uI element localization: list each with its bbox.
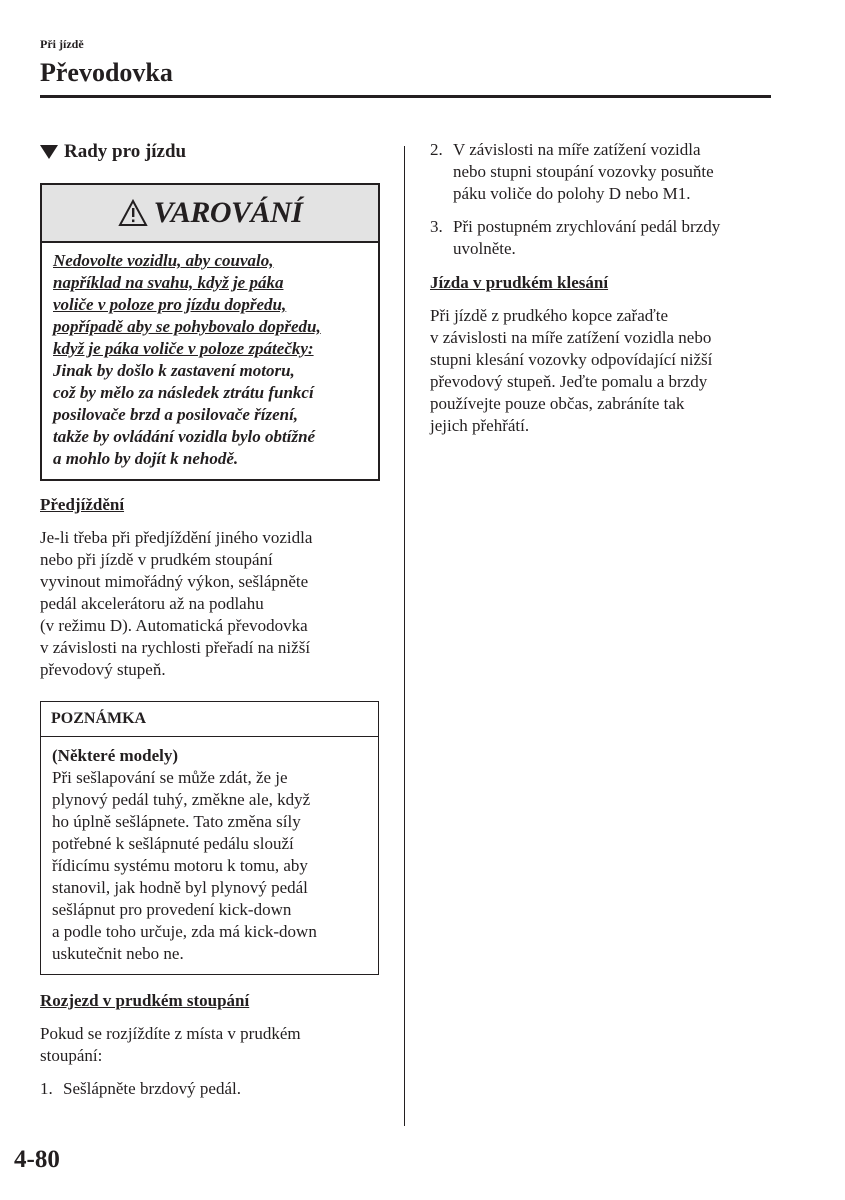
list-text [453, 216, 720, 260]
list-number: 1. [40, 1079, 53, 1098]
triangle-down-icon [40, 145, 58, 159]
text-line: plynový pedál tuhý, změkne ale, když [52, 790, 311, 809]
list-number: 2. [430, 140, 443, 159]
text-line: uvolněte. [453, 239, 516, 258]
text-line: Je-li třeba při předjíždění jiného vozidla [40, 528, 313, 547]
text-line: pedál akcelerátoru až na podlahu [40, 594, 264, 613]
text-line: Při sešlapování se může zdát, že je [52, 768, 288, 787]
note-label: POZNÁMKA [41, 702, 378, 737]
list-item [430, 139, 770, 205]
note-body [41, 737, 378, 974]
warning-line: popřípadě aby se pohybovalo dopředu, [53, 317, 321, 336]
text-line: (v režimu D). Automatická převodovka [40, 616, 308, 635]
text-line: v závislosti na míře zatížení vozidla nebo [430, 328, 712, 347]
warning-box [40, 183, 380, 481]
text-line: páku voliče do polohy D nebo M1. [453, 184, 691, 203]
text-line: převodový stupeň. Jeďte pomalu a brzdy [430, 372, 708, 391]
list-item [430, 216, 770, 260]
overtaking-heading: Předjíždění [40, 495, 125, 514]
overtaking-paragraph [40, 527, 380, 681]
column-divider [404, 146, 405, 1126]
warning-line: Jinak by došlo k zastavení motoru, [53, 361, 295, 380]
text-line: stanovil, jak hodně byl plynový pedál [52, 878, 308, 897]
page-number: 4-80 [14, 1146, 60, 1173]
text-line: a podle toho určuje, zda má kick-down [52, 922, 317, 941]
page-title: Převodovka [40, 58, 173, 87]
warning-triangle-icon [118, 199, 148, 227]
warning-line: když je páka voliče v poloze zpátečky: [53, 339, 314, 358]
text-line: ho úplně sešlápnete. Tato změna síly [52, 812, 301, 831]
warning-line: voliče v poloze pro jízdu dopředu, [53, 295, 287, 314]
text-line: uskutečnit nebo ne. [52, 944, 184, 963]
title-rule [40, 95, 771, 98]
text-line: Při postupném zrychlování pedál brzdy [453, 217, 721, 236]
text-line: potřebné k sešlápnuté pedálu slouží [52, 834, 294, 853]
text-line: Při jízdě z prudkého kopce zařaďte [430, 306, 669, 325]
warning-line: a mohlo by dojít k nehodě. [53, 449, 239, 468]
downhill-paragraph [430, 305, 770, 437]
warning-line: například na svahu, když je páka [53, 273, 284, 292]
text-line: nebo stupni stoupání vozovky posuňte [453, 162, 714, 181]
text-line: stupni klesání vozovky odpovídající nižší [430, 350, 713, 369]
text-line: řídicímu systému motoru k tomu, aby [52, 856, 308, 875]
uphill-heading: Rozjezd v prudkém stoupání [40, 991, 250, 1010]
note-subheading: (Některé modely) [52, 746, 179, 765]
text-line: nebo při jízdě v prudkém stoupání [40, 550, 273, 569]
section-heading [40, 139, 380, 165]
breadcrumb: Při jízdě [40, 37, 84, 51]
warning-line: takže by ovládání vozidla bylo obtížné [53, 427, 316, 446]
text-line: používejte pouze občas, zabráníte tak [430, 394, 685, 413]
downhill-heading: Jízda v prudkém klesání [430, 273, 609, 292]
warning-line: což by mělo za následek ztrátu funkcí [53, 383, 314, 402]
text-line: Pokud se rozjíždíte z místa v prudkém [40, 1024, 301, 1043]
right-column [430, 139, 770, 437]
warning-body [42, 243, 378, 479]
warning-line: posilovače brzd a posilovače řízení, [53, 405, 299, 424]
text-line: vyvinout mimořádný výkon, sešlápněte [40, 572, 309, 591]
list-text [453, 139, 714, 205]
list-item [40, 1078, 380, 1100]
note-box [40, 701, 379, 975]
text-line: V závislosti na míře zatížení vozidla [453, 140, 701, 159]
list-text: Sešlápněte brzdový pedál. [63, 1079, 241, 1098]
section-heading-text: Rady pro jízdu [64, 141, 187, 162]
uphill-intro [40, 1023, 380, 1067]
text-line: jejich přehřátí. [430, 416, 530, 435]
text-line: v závislosti na rychlosti přeřadí na nižší [40, 638, 311, 657]
left-column [40, 139, 380, 1100]
warning-line: Nedovolte vozidlu, aby couvalo, [53, 251, 274, 270]
warning-title: VAROVÁNÍ [153, 196, 303, 229]
list-number: 3. [430, 217, 443, 236]
text-line: převodový stupeň. [40, 660, 166, 679]
text-line: stoupání: [40, 1046, 103, 1065]
text-line: sešlápnut pro provedení kick-down [52, 900, 292, 919]
warning-header [42, 185, 378, 243]
